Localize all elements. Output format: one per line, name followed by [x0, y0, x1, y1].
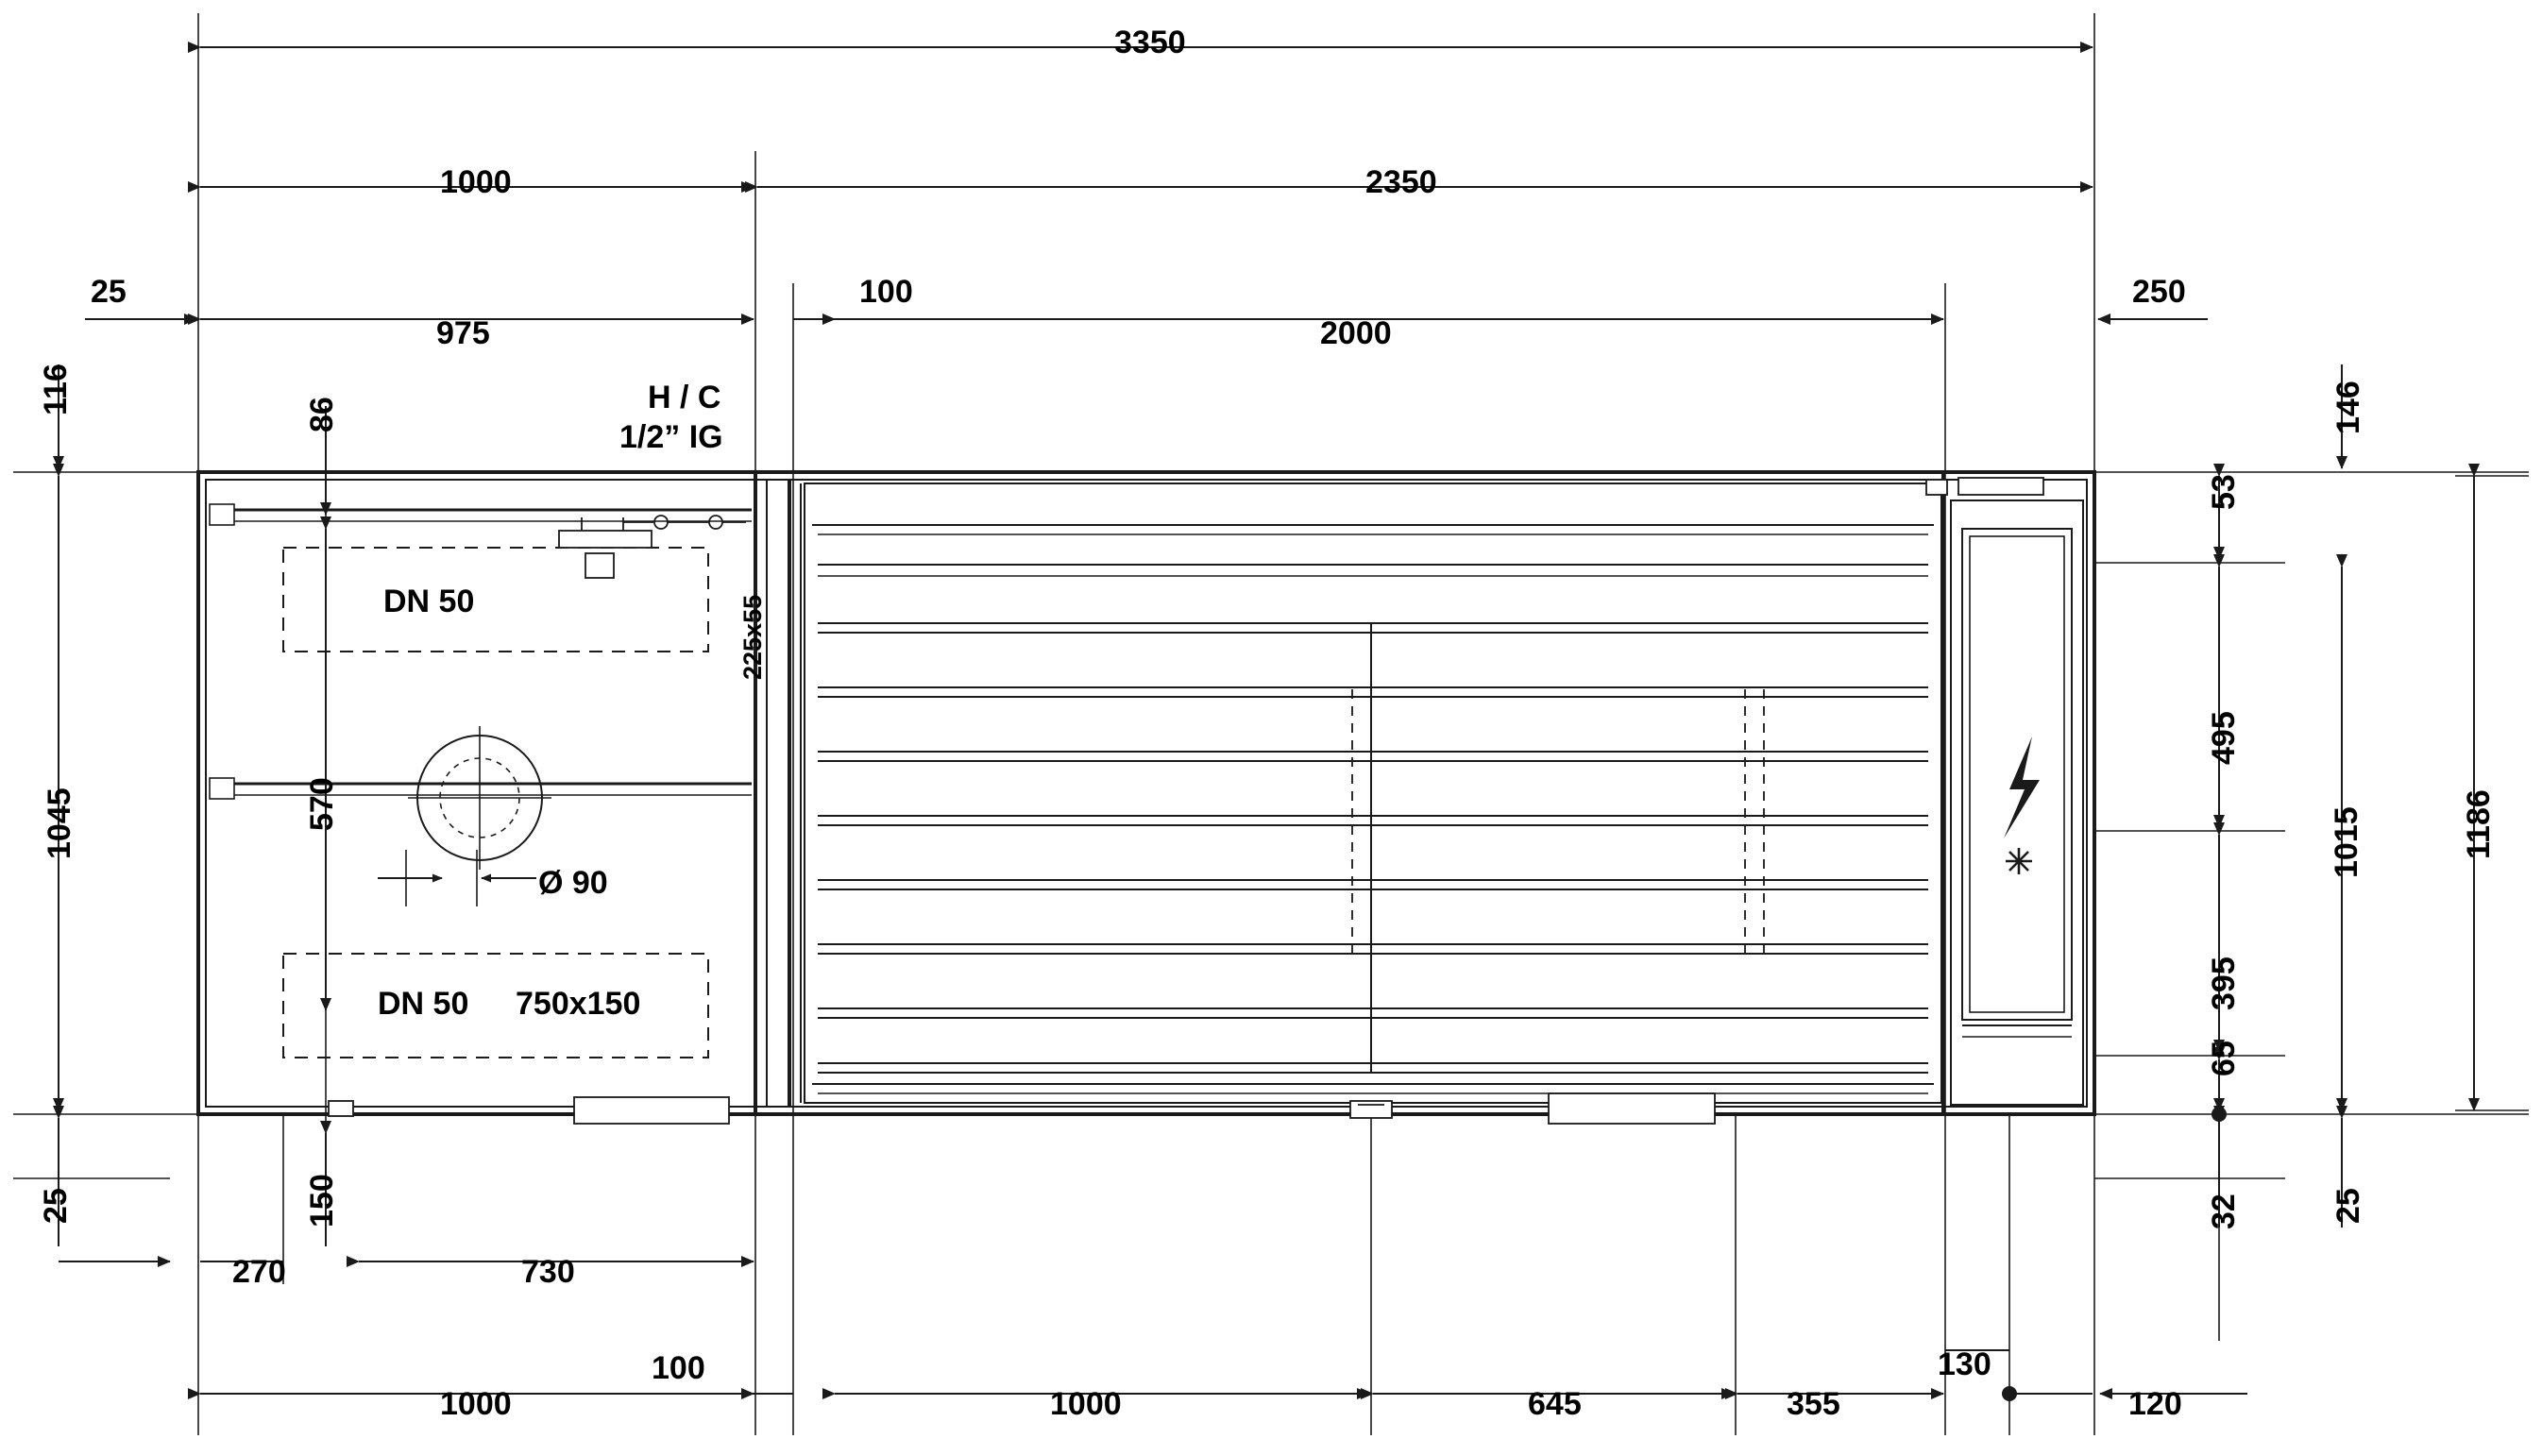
dim-label-730: 730	[521, 1254, 575, 1290]
dim-label-overall-width: 3350	[1114, 25, 1186, 60]
duct-size-label: 225x55	[738, 594, 767, 680]
dim-label-355: 355	[1787, 1386, 1840, 1422]
dim-label-86: 86	[304, 397, 340, 432]
dim-label-570: 570	[304, 777, 340, 831]
dim-label-100-bottom: 100	[652, 1350, 705, 1386]
dim-label-2000: 2000	[1320, 315, 1392, 351]
dim-label-1000-bottom-right: 1000	[1050, 1386, 1122, 1422]
dim-label-1015: 1015	[2329, 806, 2364, 878]
water-supply-spec-label: 1/2” IG	[619, 419, 723, 455]
dim-label-270: 270	[232, 1254, 286, 1290]
dim-label-395: 395	[2206, 957, 2242, 1010]
dim-label-495: 495	[2206, 711, 2242, 765]
dim-label-25-bottom-right: 25	[2330, 1188, 2366, 1224]
dim-label-645: 645	[1528, 1386, 1582, 1422]
water-supply-label: H / C	[648, 380, 721, 415]
dim-label-1045: 1045	[42, 787, 77, 859]
dim-label-left-module-width: 1000	[440, 164, 512, 200]
dim-label-120: 120	[2128, 1386, 2182, 1422]
pipe-diameter-label: Ø 90	[538, 865, 608, 901]
drain-top-label: DN 50	[383, 584, 475, 619]
dim-label-150: 150	[304, 1174, 340, 1227]
drain-bottom-label: DN 50	[378, 986, 469, 1022]
dim-label-116: 116	[38, 364, 74, 415]
dim-label-1186: 1186	[2461, 789, 2497, 859]
dim-label-65: 65	[2206, 1041, 2242, 1076]
dim-label-25-bottom-left: 25	[38, 1188, 74, 1224]
dim-label-975: 975	[436, 315, 490, 351]
dim-label-100-top: 100	[859, 274, 913, 310]
opening-size-label: 750x150	[516, 986, 641, 1022]
dim-label-32: 32	[2206, 1194, 2242, 1229]
dim-label-146: 146	[2330, 381, 2366, 434]
dim-label-25-left: 25	[91, 274, 127, 310]
dim-label-130: 130	[1938, 1346, 1991, 1382]
dim-label-1000-bottom-left: 1000	[440, 1386, 512, 1422]
dim-label-250: 250	[2132, 274, 2186, 310]
dim-label-53: 53	[2206, 474, 2242, 510]
dim-label-right-module-width: 2350	[1365, 164, 1437, 200]
